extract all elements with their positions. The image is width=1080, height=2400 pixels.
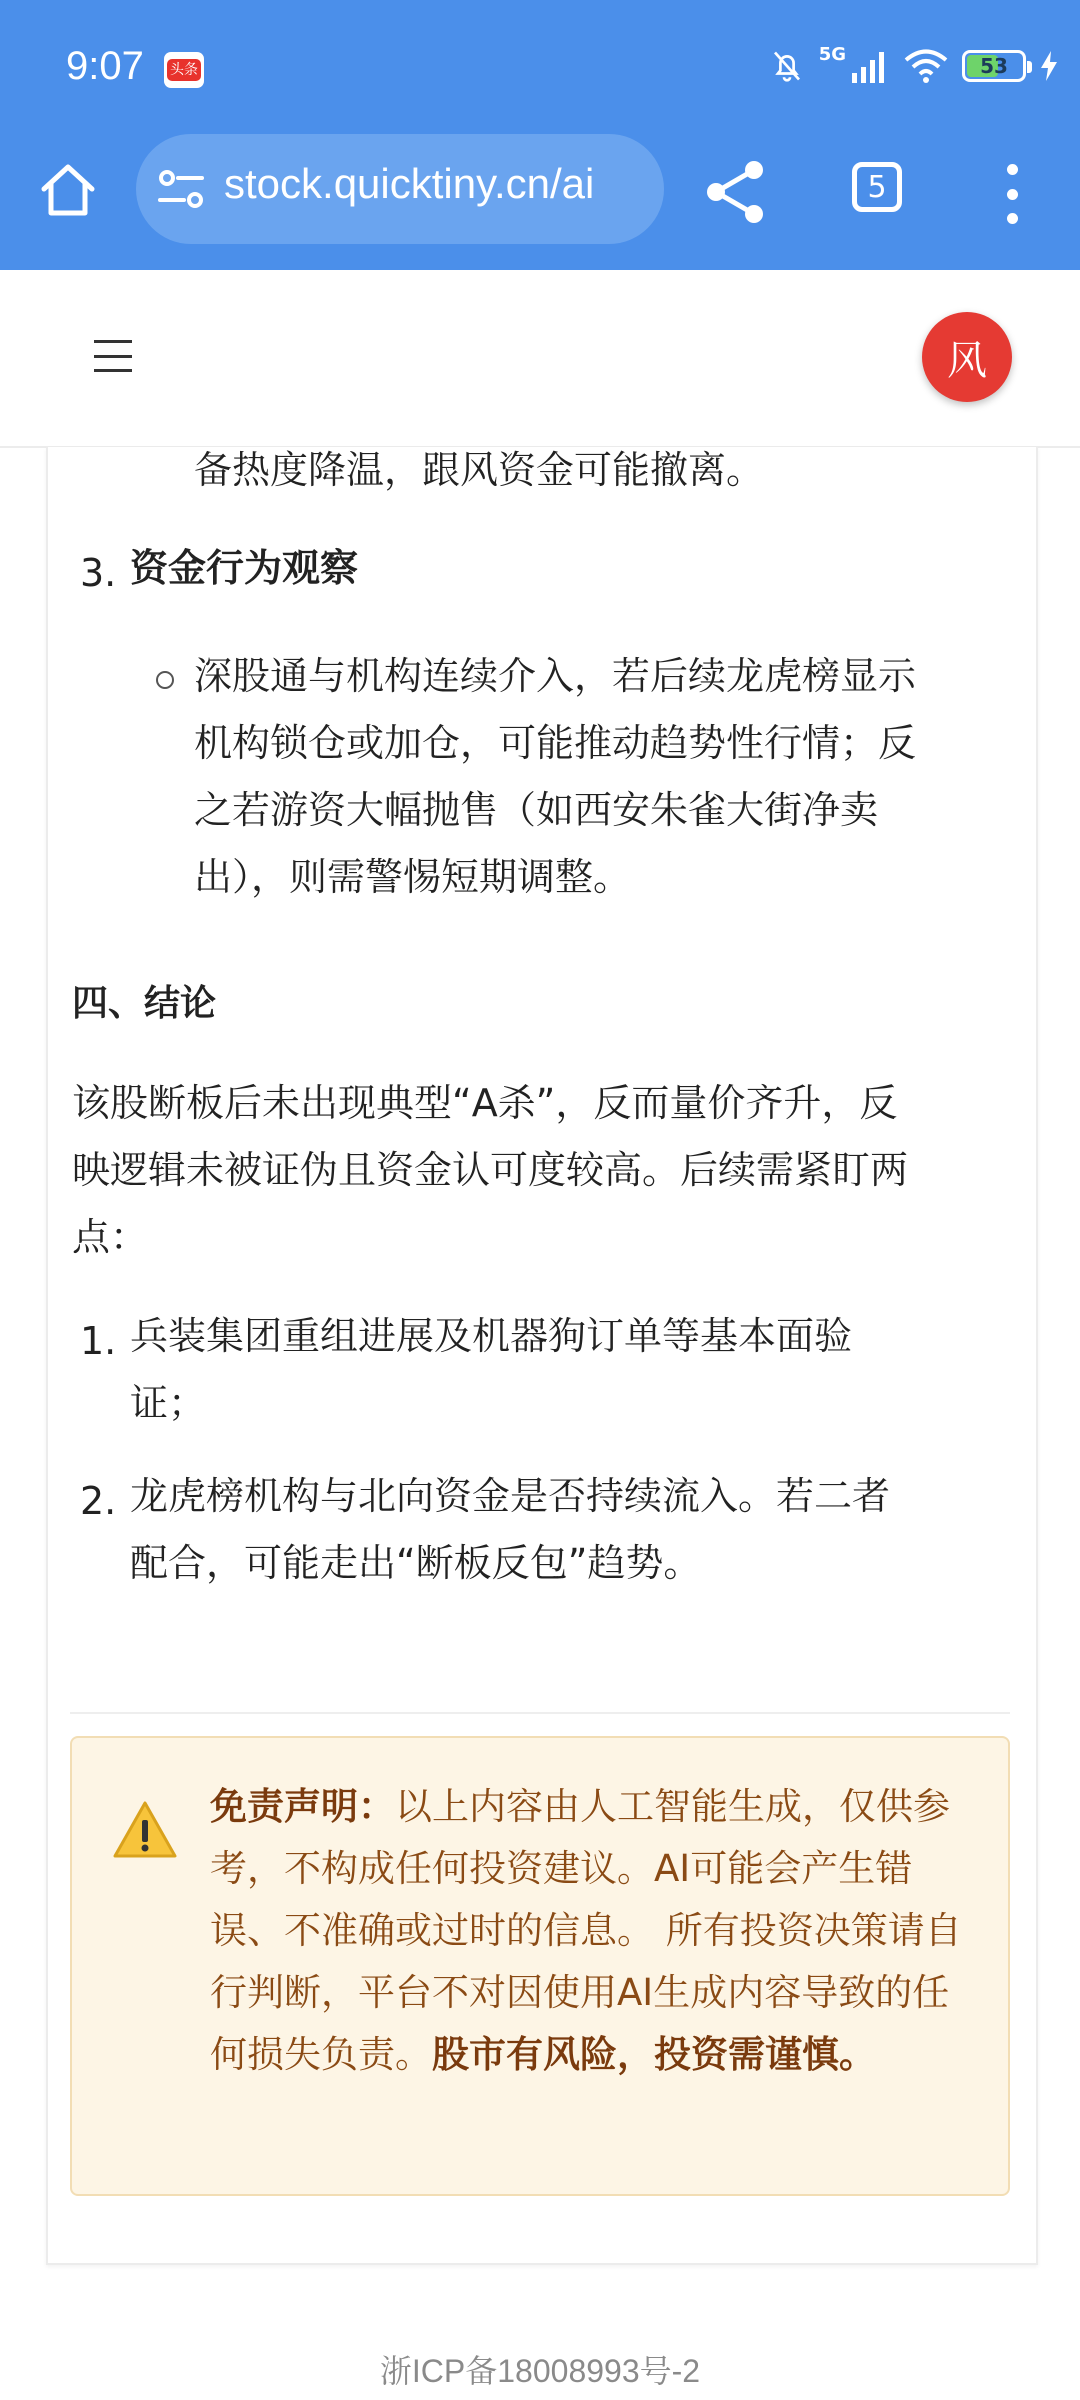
status-icons: [769, 44, 1058, 88]
user-avatar[interactable]: 风: [922, 312, 1012, 402]
list-number: 3.: [80, 551, 117, 595]
more-menu-icon[interactable]: [990, 164, 1034, 224]
disclaimer-body: 以上内容由人工智能生成，仅供参考，不构成任何投资建议。AI可能会产生错误、不准确或过时的信息。 所有投资决策请自行判断，平台不对因使用AI生成内容导致的任何损失负责。: [210, 1785, 962, 2076]
mute-bell-icon: [769, 48, 805, 84]
warning-icon: [112, 1800, 178, 1860]
list-item-line: 证；: [130, 1381, 207, 1425]
tab-switcher-button[interactable]: 5: [852, 162, 902, 212]
signal-icon: [850, 49, 890, 83]
list-item-line: 配合，可能走出“断板反包”趋势。: [130, 1541, 702, 1585]
list-number: 2.: [80, 1479, 117, 1523]
site-header: [0, 270, 1080, 448]
share-icon[interactable]: [700, 156, 772, 228]
paragraph-fragment: 备热度降温，跟风资金可能撤离。: [194, 448, 765, 492]
url-text: stock.quicktiny.cn/ai: [224, 160, 595, 207]
bullet-line: 机构锁仓或加仓，可能推动趋势性行情；反: [194, 721, 917, 765]
list-number: 1.: [80, 1319, 117, 1363]
battery-percent: 53: [980, 54, 1008, 78]
disclaimer-label: 免责声明：: [210, 1785, 395, 1828]
address-bar[interactable]: [136, 134, 664, 244]
icp-footer[interactable]: 浙ICP备18008993号-2: [379, 2353, 701, 2389]
bullet-line: 出），则需警惕短期调整。: [194, 855, 632, 899]
battery-icon: [962, 50, 1026, 82]
conclusion-line: 映逻辑未被证伪且资金认可度较高。后续需紧盯两: [72, 1148, 909, 1192]
site-settings-icon[interactable]: [158, 168, 204, 210]
browser-toolbar: [0, 0, 1080, 270]
wifi-icon: [904, 49, 948, 83]
divider: [70, 1712, 1010, 1714]
conclusion-line: 点：: [72, 1215, 149, 1259]
charging-icon: [1040, 51, 1058, 81]
hamburger-menu-icon[interactable]: [94, 340, 132, 372]
section-heading: 四、结论: [72, 983, 217, 1024]
list-item-line: 兵装集团重组进展及机器狗订单等基本面验: [130, 1314, 853, 1358]
network-type: 5G: [818, 43, 846, 65]
toutiao-app-icon: [164, 52, 204, 88]
bullet-line: 深股通与机构连续介入，若后续龙虎榜显示: [194, 654, 917, 698]
disclaimer-text: [210, 1776, 970, 2086]
disclaimer-box: [70, 1736, 1010, 2196]
conclusion-line: 该股断板后未出现典型“A杀”，反而量价齐升，反: [72, 1081, 898, 1125]
home-button[interactable]: [30, 152, 106, 228]
bullet-line: 之若游资大幅抛售（如西安朱雀大街净卖: [194, 788, 879, 832]
bullet-circle-icon: [156, 671, 174, 689]
toutiao-badge-label: 头条: [167, 59, 201, 81]
status-time: 9:07: [66, 44, 144, 88]
list-item-title: 资金行为观察: [130, 546, 359, 590]
home-icon: [38, 161, 98, 219]
list-item-line: 龙虎榜机构与北向资金是否持续流入。若二者: [130, 1474, 891, 1518]
disclaimer-emphasis: 股市有风险，投资需谨慎。: [432, 2033, 876, 2076]
